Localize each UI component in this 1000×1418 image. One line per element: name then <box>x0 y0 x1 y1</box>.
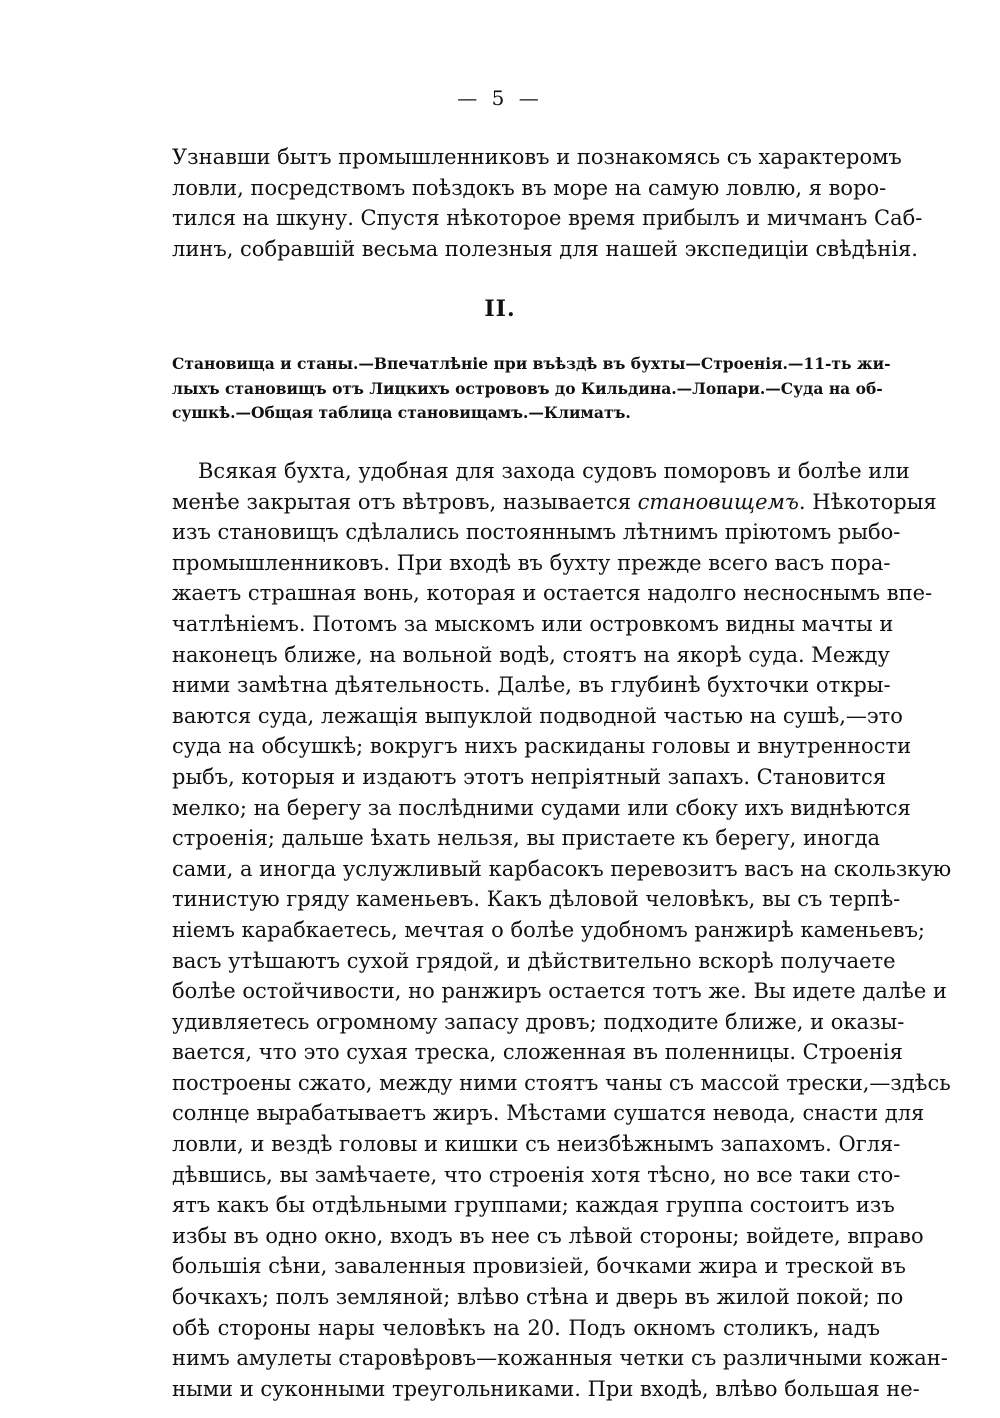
summary-line: Становища и станы.—Впечатлѣніе при въѣздѣ въ бухты—Строенія.—11-ть жи- <box>172 354 891 373</box>
body-line: суда на обсушкѣ; вокругъ нихъ раскиданы головы и внутренности <box>172 734 912 759</box>
body-line: васъ утѣшаютъ сухой грядой, и дѣйствительно вскорѣ получаете <box>172 948 896 973</box>
body-line: дѣвшись, вы замѣчаете, что строенія хотя тѣсно, но все таки сто- <box>172 1162 901 1187</box>
body-line: большія сѣни, заваленныя провизіей, бочками жира и треской въ <box>172 1254 906 1279</box>
body-line <box>172 487 937 518</box>
body-line: ловли, и вездѣ головы и кишки съ неизбѣжнымъ запахомъ. Огля- <box>172 1132 901 1157</box>
body-line: чатлѣніемъ. Потомъ за мыскомъ или островкомъ видны мачты и <box>172 611 894 636</box>
body-text: . Нѣкоторыя <box>798 489 937 514</box>
intro-line: линъ, собравшій весьма полезныя для нашей экспедиціи свѣдѣнія. <box>172 236 918 261</box>
intro-paragraph <box>172 142 923 264</box>
body-line: сами, а иногда услужливый карбасокъ перевозитъ васъ на скользкую <box>172 856 952 881</box>
body-line: Всякая бухта, удобная для захода судовъ поморовъ и болѣе или <box>198 459 910 483</box>
body-line: промышленниковъ. При входѣ въ бухту прежде всего васъ пора- <box>172 550 891 575</box>
chapter-heading: II. <box>484 296 516 322</box>
body-line: ятъ какъ бы отдѣльными группами; каждая группа состоитъ изъ <box>172 1193 895 1218</box>
intro-line: Узнавши бытъ промышленниковъ и познакомясь съ характеромъ <box>172 145 902 169</box>
body-line: избы въ одно окно, входъ въ нее съ лѣвой стороны; войдете, вправо <box>172 1223 924 1248</box>
intro-line: ловли, посредствомъ поѣздокъ въ море на самую ловлю, я воро- <box>172 175 887 200</box>
body-line: солнце вырабатываетъ жиръ. Мѣстами сушатся невода, снасти для <box>172 1101 925 1126</box>
body-line: мелко; на берегу за послѣдними судами или сбоку ихъ виднѣются <box>172 795 911 820</box>
body-line: болѣе остойчивости, но ранжиръ остается тотъ же. Вы идете далѣе и <box>172 979 947 1004</box>
body-line: ными и суконными треугольниками. При входѣ, влѣво большая не- <box>172 1376 920 1401</box>
body-line: наконецъ ближе, на вольной водѣ, стоятъ на якорѣ суда. Между <box>172 642 890 667</box>
body-line: бочкахъ; полъ земляной; влѣво стѣна и дверь въ жилой покой; по <box>172 1285 904 1310</box>
intro-line: тился на шкуну. Спустя нѣкоторое время прибылъ и мичманъ Саб- <box>172 206 923 230</box>
italic-term: становищемъ <box>637 489 799 514</box>
body-line: построены сжато, между ними стоятъ чаны съ массой трески,—здѣсь <box>172 1070 951 1095</box>
body-line: строенія; дальше ѣхать нельзя, вы пристаете къ берегу, иногда <box>172 826 881 851</box>
body-paragraph <box>172 456 952 1404</box>
body-line: тинистую гряду каменьевъ. Какъ дѣловой человѣкъ, вы съ терпѣ- <box>172 887 901 912</box>
chapter-summary <box>172 352 891 426</box>
summary-line: сушкѣ.—Общая таблица становищамъ.—Климатъ. <box>172 403 631 422</box>
body-line: вается, что это сухая треска, сложенная въ поленницы. Строенія <box>172 1040 903 1065</box>
body-line: жаетъ страшная вонь, которая и остается надолго несноснымъ впе- <box>172 581 933 606</box>
body-text: менѣе закрытая отъ вѣтровъ, называется <box>172 489 638 514</box>
body-line: ними замѣтна дѣятельность. Далѣе, въ глубинѣ бухточки откры- <box>172 673 891 698</box>
body-line: ніемъ карабкаетесь, мечтая о болѣе удобномъ ранжирѣ каменьевъ; <box>172 917 926 942</box>
body-line: обѣ стороны нары человѣкъ на 20. Подъ окномъ столикъ, надъ <box>172 1315 880 1340</box>
body-line: удивляетесь огромному запасу дровъ; подходите ближе, и оказы- <box>172 1009 905 1034</box>
body-line: рыбъ, которыя и издаютъ этотъ непріятный запахъ. Становится <box>172 764 886 789</box>
summary-line: лыхъ становищъ отъ Лицкихъ острововъ до Кильдина.—Лопари.—Суда на об- <box>172 378 883 398</box>
page-number: — 5 — <box>457 86 543 110</box>
body-line: изъ становищъ сдѣлались постояннымъ лѣтнимъ пріютомъ рыбо- <box>172 520 901 545</box>
body-line: нимъ амулеты старовѣровъ—кожанныя четки съ различными кожан- <box>172 1346 948 1371</box>
body-line: ваются суда, лежащія выпуклой подводной частью на сушѣ,—это <box>172 703 903 728</box>
